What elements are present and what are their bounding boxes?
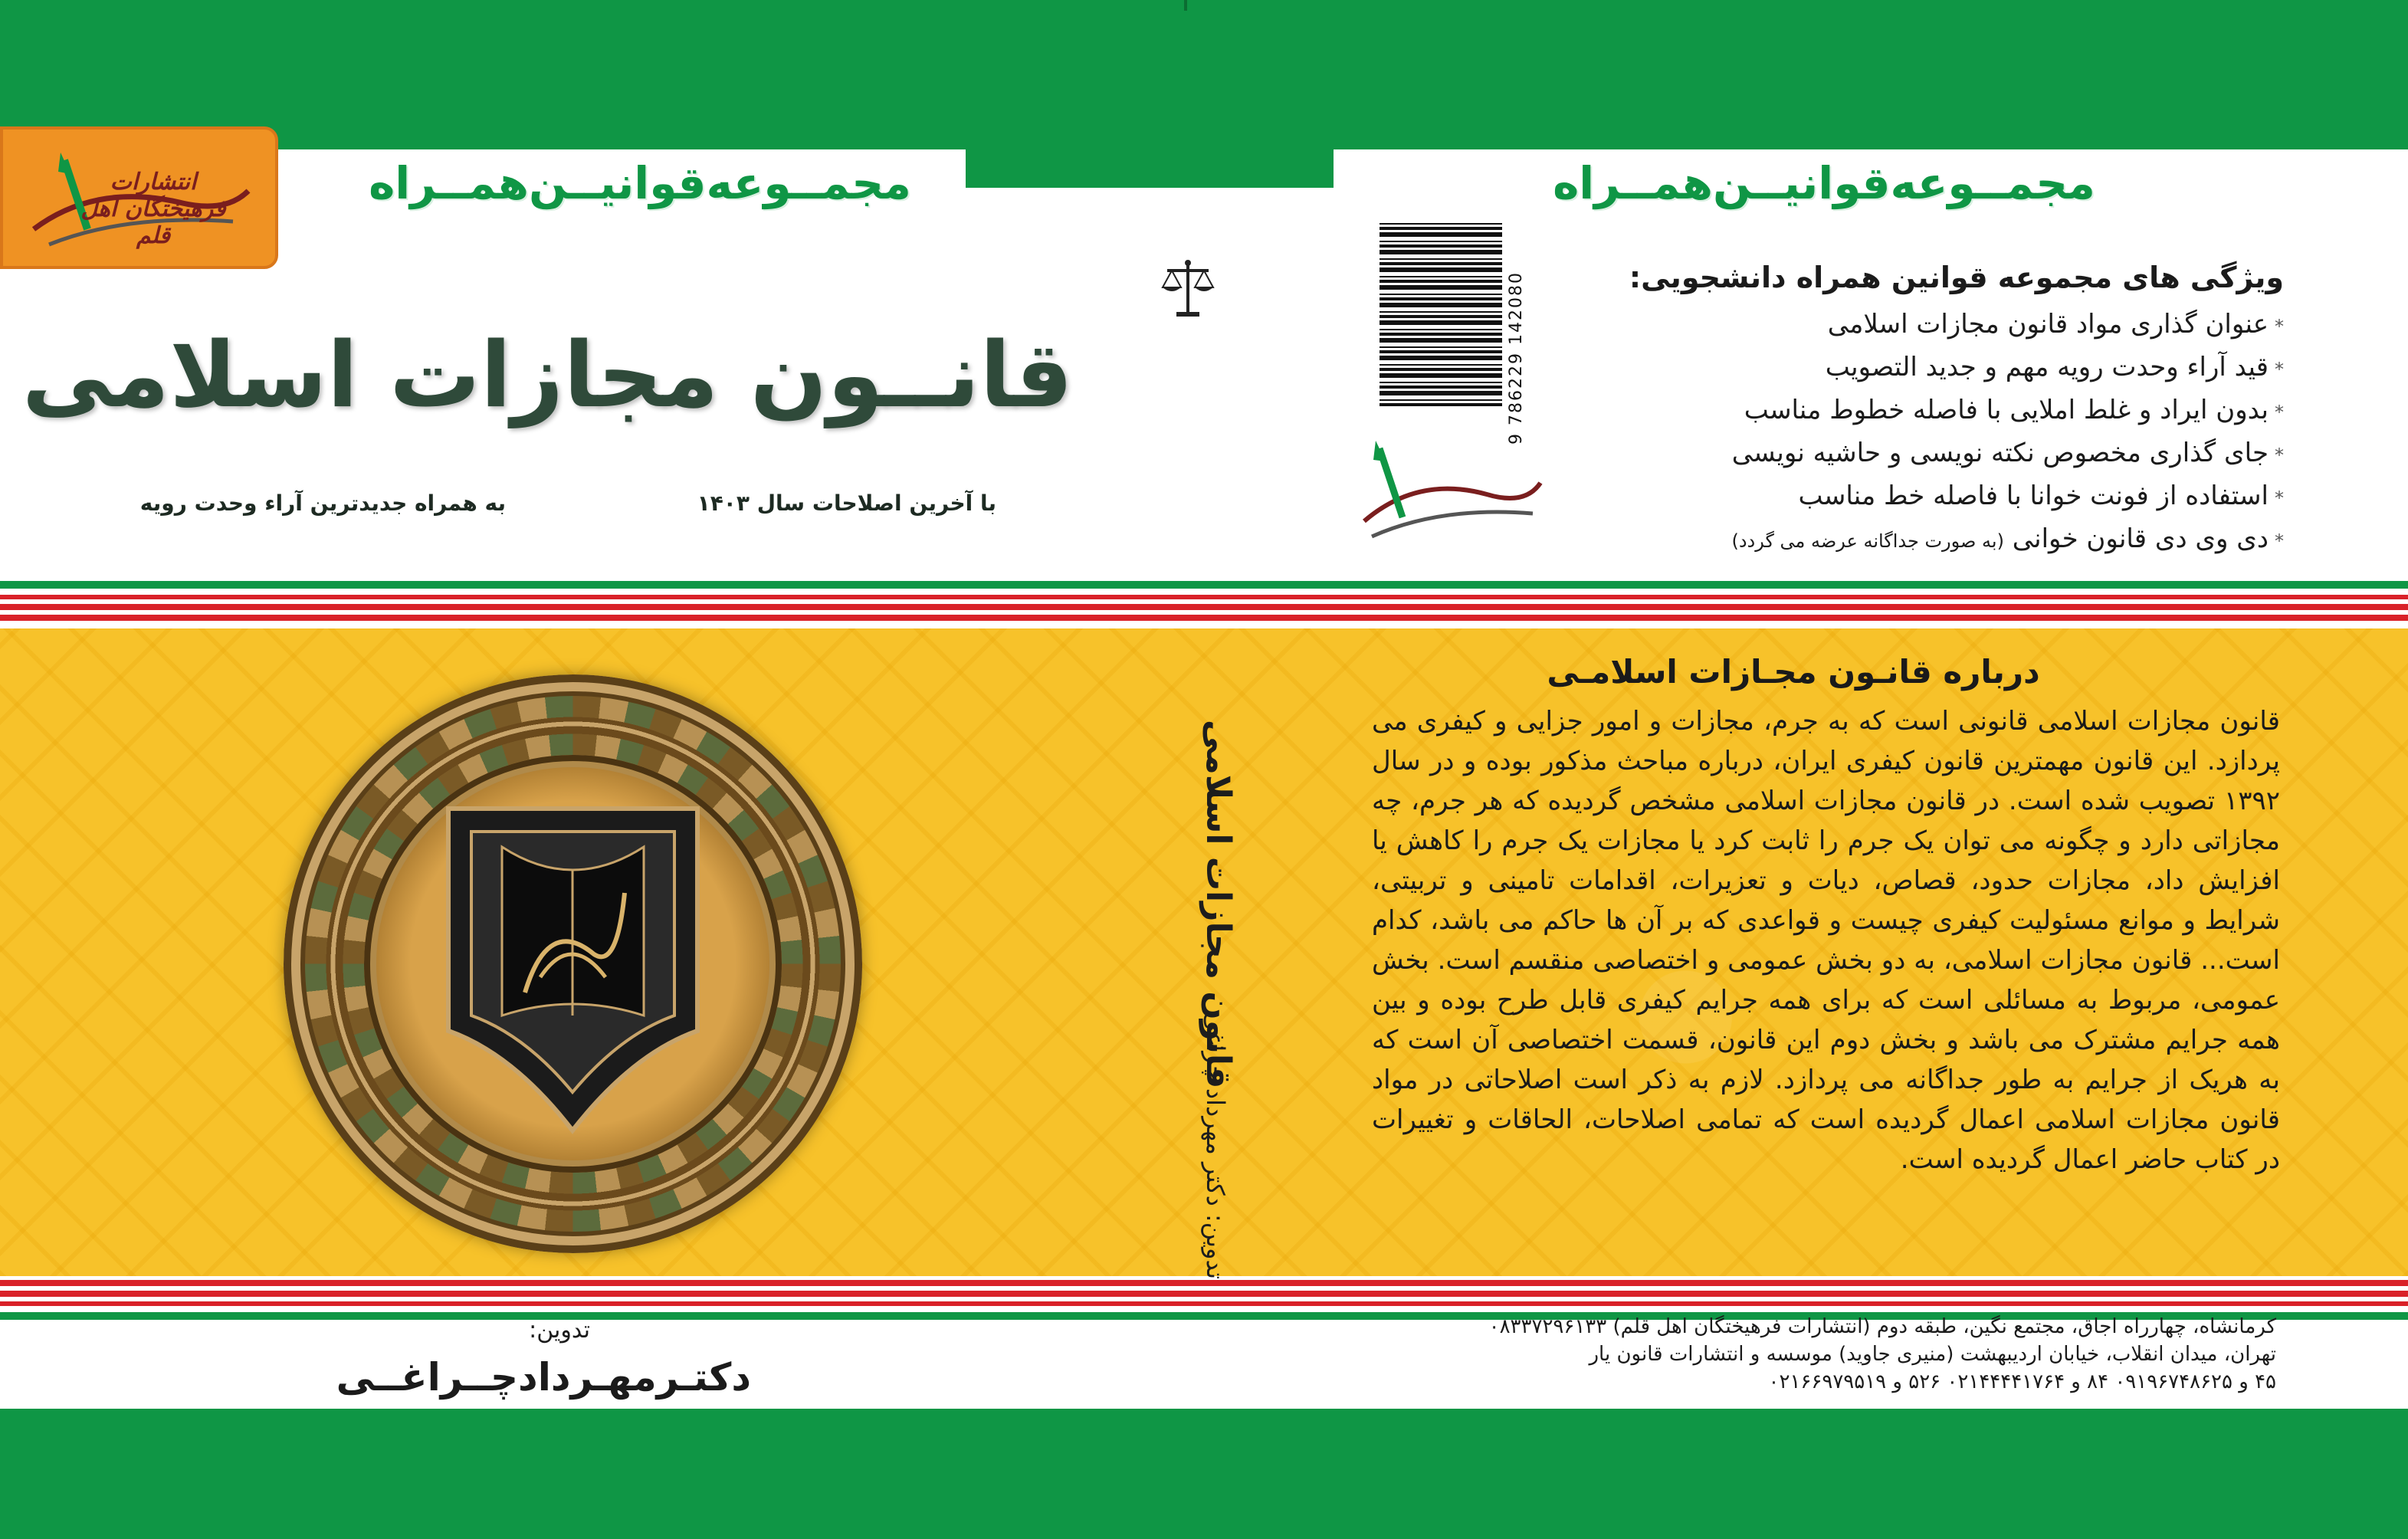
bullet-icon: *: [2275, 359, 2284, 380]
feature-item: *بدون ایراد و غلط املایی با فاصله خطوط مناسب: [1744, 395, 2284, 425]
red-stripe-bottom-2: [0, 1291, 2408, 1297]
feature-item: *قید آراء وحدت رویه مهم و جدید التصویب: [1825, 352, 2284, 382]
publisher-logo-back-icon: [1349, 429, 1548, 552]
bullet-icon: *: [2275, 445, 2284, 466]
author-name: دکتـرمهـردادچــراغــی: [336, 1355, 751, 1400]
bottom-green-band: [0, 1409, 2408, 1539]
features-list: [1609, 303, 2284, 560]
feature-item: *جای گذاری مخصوص نکته نویسی و حاشیه نویسی: [1731, 438, 2284, 468]
feature-item: *دی وی دی قانون خوانی (به صورت جداگانه عرضه می گردد): [1731, 523, 2284, 554]
subtitle-rulings: به همراه جدیدترین آراء وحدت رویه: [139, 491, 506, 516]
bullet-icon: *: [2275, 402, 2284, 423]
series-title-front: مجمــوعه‌قوانیــن‌همــراه: [369, 157, 911, 209]
about-title: درباره قانـون مجـازات اسلامـی: [1547, 653, 2040, 691]
author-label: تدوین:: [529, 1317, 590, 1344]
subtitle-amendments: با آخرین اصلاحات سال ۱۴۰۳: [697, 491, 996, 516]
red-stripe-top-3: [0, 615, 2408, 621]
red-stripe-bottom-1: [0, 1280, 2408, 1286]
bullet-icon: *: [2275, 530, 2284, 552]
features-title: ویژگی های مجموعه قوانین همراه دانشجویی:: [1629, 261, 2284, 294]
barcode: [1380, 222, 1502, 406]
contact-line-2: تهران، میدان انقلاب، خیابان اردیبهشت (منیری جاوید) موسسه و انتشارات قانون یار: [1589, 1343, 2276, 1366]
book-shield-emblem-icon: [441, 801, 705, 1138]
feature-note: (به صورت جداگانه عرضه می گردد): [1731, 530, 2004, 552]
green-stripe-top-1: [0, 581, 2408, 589]
spine-author: تدوین: دکتر مهرداد چراغی: [1201, 1012, 1230, 1280]
publisher-logo-text: انتشارات فرهیختگان اهل قلم: [80, 169, 226, 249]
feature-item: *استفاده از فونت خوانا با فاصله خط مناسب: [1798, 481, 2284, 511]
bullet-icon: *: [2275, 316, 2284, 337]
red-stripe-top-2: [0, 604, 2408, 610]
spine-tick: [1184, 0, 1187, 11]
book-title: قانــون مجازات اسلامی: [21, 322, 1073, 428]
about-body: قانون مجازات اسلامی قانونی است که به جرم، مجازات و امور جزایی و کیفری می پردازد. این قانون مهمترین قانون کیفری ایران، درباره مباحث مذکور بوده و در سال ۱۳۹۲ تصویب شده است. در قانون مجازات اسلامی مشخص گردیده که هر جرم، چه مجازاتی دارد و چگونه می توان یک جرم را ثابت کرد یا مجازات یک جرم را کاهش یا افزایش داد، مجازات حدود، قصاص، دیات و تعزیرات، اقدامات تامینی و تربیتی، شرایط و موانع مسئولیت کیفری چیست و قواعدی که بر آن ها حاکم می باشد، کدام است... قانون مجازات اسلامی، به دو بخش عمومی و اختصاصی منقسم است. بخش عمومی، مربوط به مسائلی است که برای همه جرایم کیفری قابل طرح بوده و بین همه جرایم مشترک می باشد و بخش دوم این قانون، قسمت اختصاصی آن است که به هریک از جرایم به طور جداگانه می پردازد. لازم به ذکر است اصلاحاتی در مواد قانون مجازات اسلامی اعمال گردیده است که تمامی اصلاحات، الحاقات و تغییرات در کتاب حاضر اعمال گردیده است.: [1372, 706, 2280, 1175]
isbn-number: 9 786229 142080: [1507, 271, 1526, 445]
spine-title: قانون مجازات اسلامی: [1199, 720, 1238, 1089]
scale-of-justice-icon: [1161, 257, 1215, 322]
red-stripe-bottom-3: [0, 1301, 2408, 1306]
bullet-icon: *: [2275, 487, 2284, 509]
contact-line-3: ۴۵ و ۰۹۱۹۶۷۴۸۶۲۵ ۸۴ و ۰۲۱۴۴۴۴۱۷۶۴ ۵۲۶ و ۰۲۱۶۶۹۷۹۵۱۹: [1768, 1370, 2276, 1393]
red-stripe-top-1: [0, 595, 2408, 599]
feature-item: *عنوان گذاری مواد قانون مجازات اسلامی: [1827, 309, 2284, 340]
series-title-back: مجمــوعه‌قوانیــن‌همــراه: [1553, 157, 2095, 209]
contact-line-1: کرمانشاه، چهارراه اجاق، مجتمع نگین، طبقه دوم (انتشارات فرهیختگان اهل قلم) ۰۸۳۳۷۲۹۶۱۳۳: [1488, 1315, 2276, 1338]
